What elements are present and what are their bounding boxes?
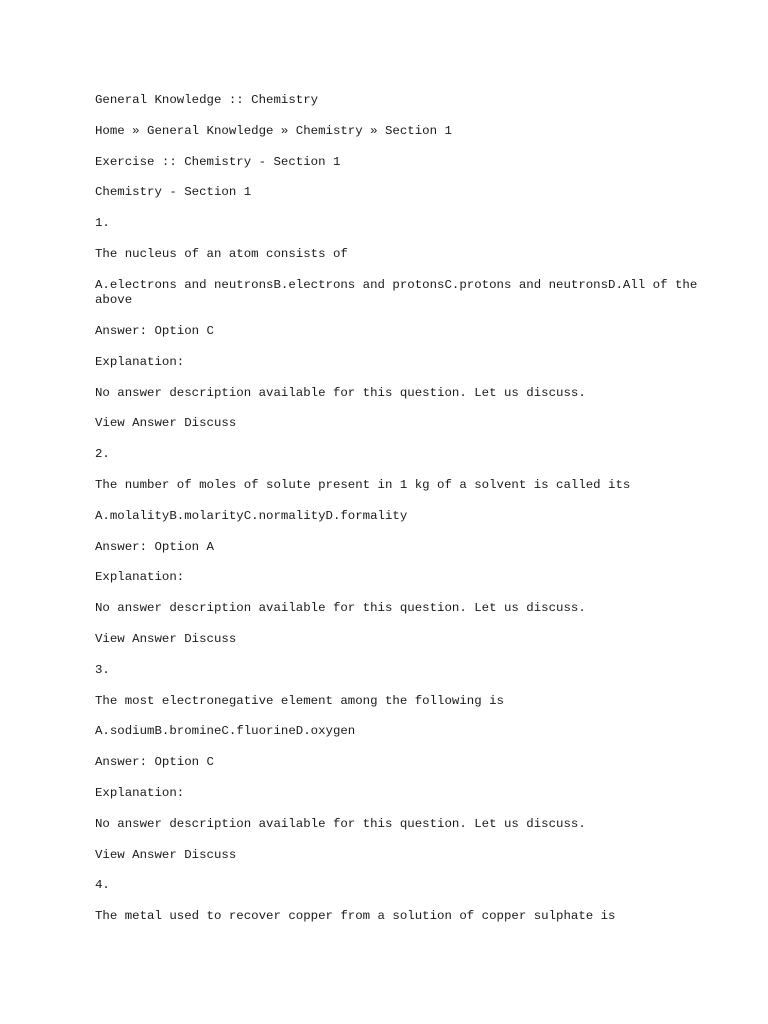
question-4 <box>95 878 715 924</box>
question-options: A.sodiumB.bromineC.fluorineD.oxygen <box>95 724 356 739</box>
question-text: The number of moles of solute present in 1 kg of a solvent is called its <box>95 478 631 493</box>
question-options: A.electrons and neutronsB.electrons and protonsC.protons and neutronsD.All of the above <box>95 277 698 308</box>
explanation-label: Explanation: <box>95 354 185 369</box>
exercise-heading: Exercise :: Chemistry - Section 1 <box>95 154 341 169</box>
explanation-label: Explanation: <box>95 786 185 801</box>
explanation-text: No answer description available for this question. Let us discuss. <box>95 816 586 831</box>
question-options: A.molalityB.molarityC.normalityD.formality <box>95 508 408 523</box>
answer-text: Answer: Option A <box>95 539 214 554</box>
question-number: 1. <box>95 216 110 231</box>
question-text: The nucleus of an atom consists of <box>95 246 348 261</box>
answer-actions: View Answer Discuss <box>95 416 237 431</box>
section-heading: Chemistry - Section 1 <box>95 185 252 200</box>
question-number: 2. <box>95 447 110 462</box>
explanation-text: No answer description available for this question. Let us discuss. <box>95 385 586 400</box>
question-2 <box>95 447 715 647</box>
question-3 <box>95 663 715 863</box>
page-title: General Knowledge :: Chemistry <box>95 93 319 107</box>
explanation-label: Explanation: <box>95 570 185 585</box>
answer-text: Answer: Option C <box>95 324 214 339</box>
answer-actions: View Answer Discuss <box>95 847 237 862</box>
question-text: The most electronegative element among the following is <box>95 693 504 708</box>
breadcrumb: Home » General Knowledge » Chemistry » Section 1 <box>95 123 452 138</box>
question-1 <box>95 216 715 432</box>
explanation-text: No answer description available for this question. Let us discuss. <box>95 601 586 616</box>
answer-actions: View Answer Discuss <box>95 632 237 647</box>
question-text: The metal used to recover copper from a solution of copper sulphate is <box>95 909 616 924</box>
question-number: 3. <box>95 662 110 677</box>
answer-text: Answer: Option C <box>95 755 214 770</box>
document-page <box>95 93 715 940</box>
question-number: 4. <box>95 878 110 893</box>
